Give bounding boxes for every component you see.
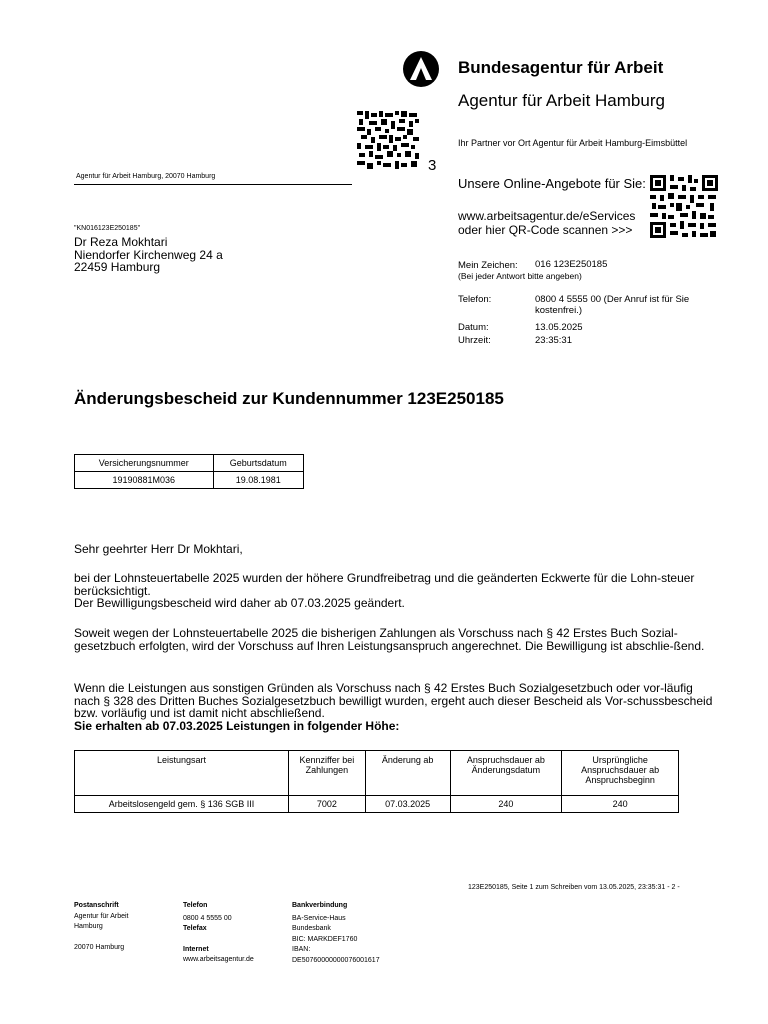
benefit-table <box>74 750 679 813</box>
benefit-header: Ursprüngliche Anspruchsdauer ab Anspruchsbeginn <box>562 751 679 796</box>
document-title: Änderungsbescheid zur Kundennummer 123E250185 <box>74 389 504 408</box>
recipient-city: 22459 Hamburg <box>74 260 161 274</box>
paragraph-3: Wenn die Leistungen aus sonstigen Gründen als Vorschuss nach § 42 Erstes Buch Sozialgesetzbuch oder vor-läufig nach § 328 des Dritten Buches Sozialgesetzbuch bewilligt wurden, ergeht auch dieser Bescheid als Vor-schussbescheid bzw. vorläufig und ist damit nicht abschließend. <box>74 681 713 721</box>
change-date: 07.03.2025 <box>365 796 450 813</box>
claim-duration: 240 <box>450 796 562 813</box>
recipient-name: Dr Reza Mokhtari <box>74 235 168 249</box>
benefit-type: Arbeitslosengeld gem. § 136 SGB III <box>75 796 289 813</box>
org-name: Bundesagentur für Arbeit <box>458 58 664 77</box>
postal-line: Agentur für Arbeit <box>74 912 129 920</box>
reference-label: Mein Zeichen: <box>458 260 518 271</box>
insurance-number: 19190881M036 <box>75 472 214 489</box>
bank-line: DE50760000000076001617 <box>292 956 380 964</box>
date-label: Datum: <box>458 322 489 333</box>
reference-value: 016 123E250185 <box>535 259 608 270</box>
salutation: Sehr geehrter Herr Dr Mokhtari, <box>74 542 243 556</box>
postal-line: 20070 Hamburg <box>74 943 125 951</box>
paragraph-1a: bei der Lohnsteuertabelle 2025 wurden der höhere Grundfreibetrag und die geänderten Eckwerte für die Lohn-steuer berücksichtigt. <box>74 571 695 598</box>
phone-label: Telefon: <box>458 294 492 305</box>
footer-web[interactable]: www.arbeitsagentur.de <box>183 956 254 963</box>
benefit-header: Anspruchsdauer ab Änderungsdatum <box>450 751 562 796</box>
reference-note: (Bei jeder Antwort bitte angeben) <box>458 271 582 281</box>
time-value: 23:35:31 <box>535 335 572 346</box>
postal-line: Hamburg <box>74 923 103 930</box>
eservices-qr-code[interactable] <box>650 175 718 238</box>
footer-postal <box>74 901 128 953</box>
id-table-header: Versicherungsnummer <box>75 455 214 472</box>
postal-heading: Postanschrift <box>74 902 119 909</box>
id-table-header: Geburtsdatum <box>213 455 303 472</box>
sender-divider <box>74 184 352 185</box>
bank-heading: Bankverbindung <box>292 902 348 909</box>
customer-code: "KN016123E250185" <box>74 225 141 232</box>
web-heading: Internet <box>183 945 209 953</box>
original-claim-duration: 240 <box>562 796 679 813</box>
recipient-street: Niendorfer Kirchenweg 24 a <box>74 248 223 262</box>
bank-line: Bundesbank <box>292 925 331 932</box>
sender-line: Agentur für Arbeit Hamburg, 20070 Hamburg <box>76 173 216 180</box>
benefit-header: Kennziffer bei Zahlungen <box>288 751 365 796</box>
bank-line: BA-Service-Haus <box>292 914 346 922</box>
paragraph-4: Sie erhalten ab 07.03.2025 Leistungen in folgender Höhe: <box>74 718 400 733</box>
phone-heading: Telefon <box>183 902 208 909</box>
date-value: 13.05.2025 <box>535 322 583 333</box>
benefit-header: Änderung ab <box>365 751 450 796</box>
footer-reference: 123E250185, Seite 1 zum Schreiben vom 13.05.2025, 23:35:31 - 2 - <box>468 884 680 891</box>
document-qr-code <box>357 111 419 169</box>
bank-line: BIC: MARKDEF1760 <box>292 935 358 943</box>
phone-value: 0800 4 5555 00 (Der Anruf ist für Sie kostenfrei.) <box>535 294 690 316</box>
online-offers-link[interactable]: www.arbeitsagentur.de/eServices <box>458 209 636 223</box>
footer-phone: 0800 4 5555 00 <box>183 914 232 922</box>
ba-logo-icon <box>403 51 439 87</box>
bank-line: IBAN: <box>292 946 311 953</box>
fax-heading: Telefax <box>183 925 207 932</box>
paragraph-2: Soweit wegen der Lohnsteuertabelle 2025 die bisherigen Zahlungen als Vorschuss nach § 42 Erstes Buch Sozial-gesetzbuch erfolgten, wird der Vorschuss auf Ihren Leistungsanspruch angerechnet. Die Bewilligung ist abschlie-ßend. <box>74 626 705 653</box>
footer-bank <box>292 901 380 966</box>
footer-contact <box>183 901 254 966</box>
birth-date: 19.08.1981 <box>213 472 303 489</box>
online-offers-qr-hint: oder hier QR-Code scannen >>> <box>458 223 633 237</box>
paragraph-1b: Der Bewilligungsbescheid wird daher ab 07.03.2025 geändert. <box>74 596 405 611</box>
payment-code: 7002 <box>288 796 365 813</box>
page-marker: 3 <box>428 157 437 174</box>
org-subtitle: Agentur für Arbeit Hamburg <box>458 91 665 110</box>
benefit-header: Leistungsart <box>75 751 289 796</box>
online-offers-title: Unsere Online-Angebote für Sie: <box>458 176 646 191</box>
partner-office: Ihr Partner vor Ort Agentur für Arbeit Hamburg-Eimsbüttel <box>458 138 688 148</box>
id-table <box>74 454 304 489</box>
time-label: Uhrzeit: <box>458 335 491 346</box>
